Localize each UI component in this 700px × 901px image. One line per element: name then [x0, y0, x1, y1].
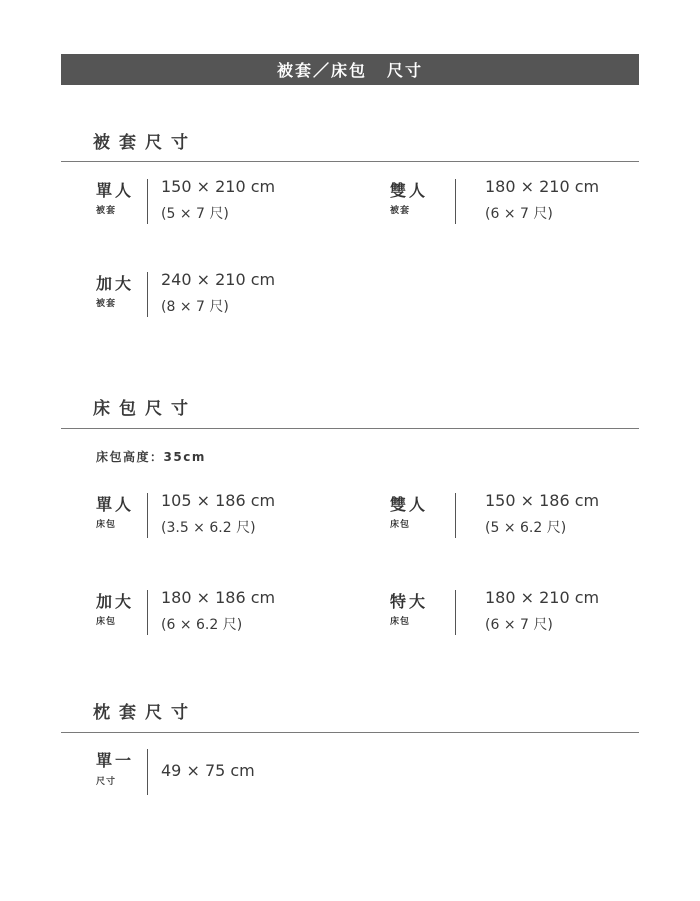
entry-sub: 床包 [390, 617, 411, 627]
fitted-single-entry [96, 492, 346, 538]
fitted-divider [61, 428, 639, 429]
duvet-divider [61, 161, 639, 162]
entry-divider [147, 493, 148, 538]
entry-divider [455, 493, 456, 538]
entry-sub: 被套 [96, 299, 117, 309]
entry-divider [147, 749, 148, 795]
entry-size-cm: 180 × 210 cm [485, 177, 600, 196]
entry-size-cm: 180 × 210 cm [485, 588, 600, 607]
fitted-height-note: 床包高度：35cm [96, 450, 206, 464]
entry-name: 雙人 [390, 181, 429, 200]
entry-size-chi: (6 × 7 尺) [485, 617, 553, 633]
entry-sub: 床包 [96, 617, 117, 627]
entry-name: 加大 [96, 274, 135, 293]
banner-title: 被套／床包 [276, 61, 367, 80]
entry-divider [455, 590, 456, 635]
entry-name: 單人 [96, 495, 135, 514]
entry-size-chi: (5 × 6.2 尺) [485, 520, 567, 536]
entry-name: 單人 [96, 181, 135, 200]
entry-sub: 床包 [96, 520, 117, 530]
entry-size-chi: (6 × 6.2 尺) [161, 617, 243, 633]
entry-size-chi: (6 × 7 尺) [485, 206, 553, 222]
entry-name: 特大 [390, 592, 429, 611]
entry-divider [455, 179, 456, 224]
entry-name: 單一 [96, 751, 135, 770]
entry-name: 雙人 [390, 495, 429, 514]
duvet-double-entry [390, 178, 640, 224]
duvet-single-entry [96, 178, 346, 224]
entry-size-cm: 105 × 186 cm [161, 491, 276, 510]
entry-divider [147, 272, 148, 317]
entry-size-cm: 180 × 186 cm [161, 588, 276, 607]
duvet-queen-entry [96, 271, 346, 317]
fitted-king-entry [390, 589, 640, 635]
entry-size-chi: (8 × 7 尺) [161, 299, 229, 315]
page-banner [61, 54, 639, 85]
fitted-queen-entry [96, 589, 346, 635]
entry-size-chi: (3.5 × 6.2 尺) [161, 520, 256, 536]
entry-sub: 床包 [390, 520, 411, 530]
entry-size-chi: (5 × 7 尺) [161, 206, 229, 222]
banner-subtitle: 尺寸 [387, 61, 424, 80]
entry-name: 加大 [96, 592, 135, 611]
entry-sub: 被套 [96, 206, 117, 216]
entry-size-cm: 240 × 210 cm [161, 270, 276, 289]
pillow-single-entry [96, 748, 346, 794]
entry-size-cm: 49 × 75 cm [161, 761, 255, 780]
pillow-section-title: 枕套尺寸 [93, 703, 197, 723]
fitted-section-title: 床包尺寸 [93, 399, 197, 419]
duvet-section-title: 被套尺寸 [93, 133, 197, 153]
entry-size-cm: 150 × 210 cm [161, 177, 276, 196]
entry-divider [147, 590, 148, 635]
entry-sub: 尺寸 [96, 777, 117, 787]
entry-sub: 被套 [390, 206, 411, 216]
entry-divider [147, 179, 148, 224]
pillow-divider [61, 732, 639, 733]
fitted-double-entry [390, 492, 640, 538]
entry-size-cm: 150 × 186 cm [485, 491, 600, 510]
